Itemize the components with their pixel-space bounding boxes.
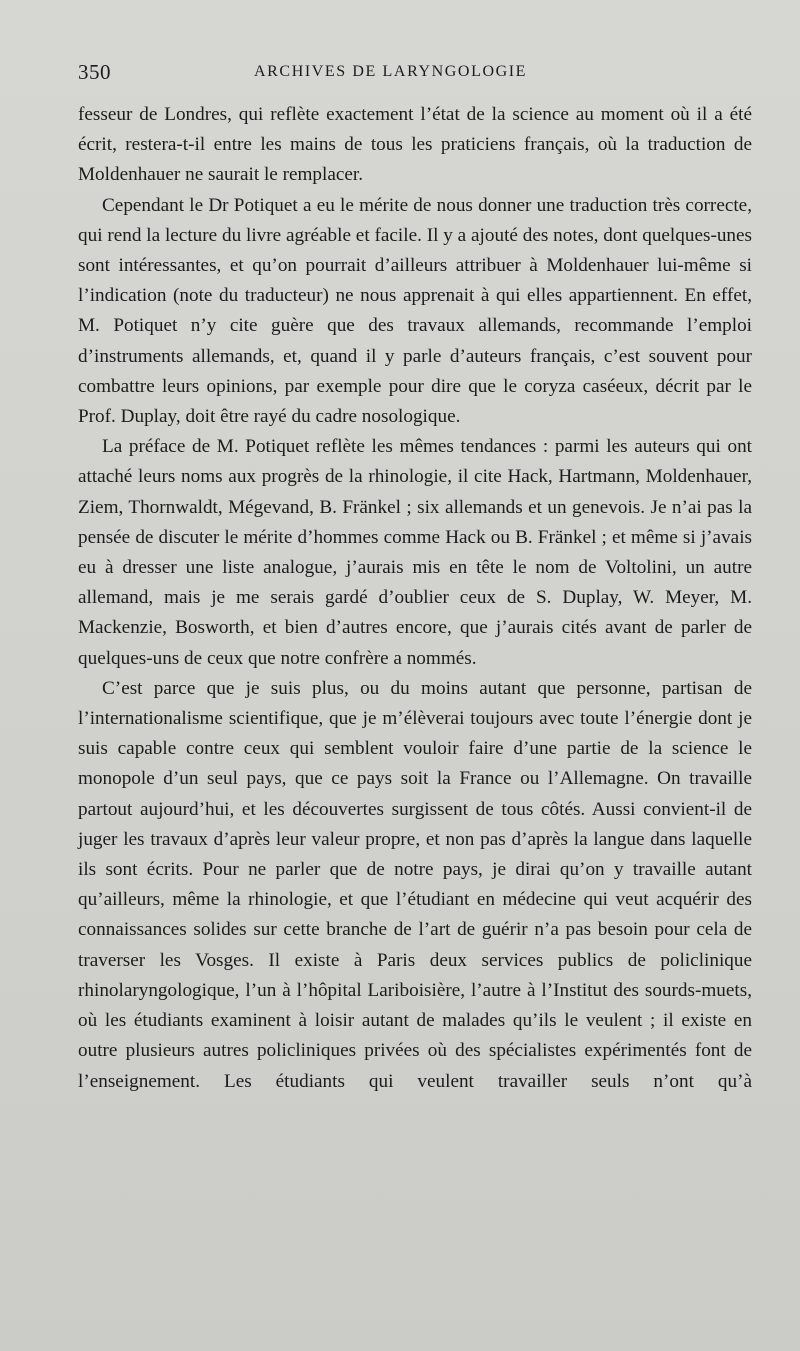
- paragraph: La préface de M. Potiquet reflète les mêmes tendances : parmi les auteurs qui ont attaché leurs noms aux progrès de la rhinologie, il cite Hack, Hartmann, Moldenhauer, Ziem, Thornwaldt, Mégevand, B. Fränkel ; six allemands et un genevois. Je n’ai pas la pensée de discuter le mérite d’hommes comme Hack ou B. Fränkel ; et même si j’avais eu à dresser une liste analogue, j’aurais mis en tête le nom de Voltolini, un autre allemand, mais je me serais gardé d’oublier ceux de S. Duplay, W. Meyer, M. Mackenzie, Bosworth, et bien d’autres encore, que j’aurais cités avant de parler de quelques-uns de ceux que notre confrère a nommés.: [78, 436, 752, 669]
- paragraph: Cependant le Dr Potiquet a eu le mérite de nous donner une traduction très correcte, qui rend la lecture du livre agréable et facile. Il y a ajouté des notes, dont quelques-unes sont intéressantes, et qu’on pourrait d’ailleurs attribuer à Moldenhauer lui-même si l’indication (note du traducteur) ne nous apprenait à qui elles appartiennent. En effet, M. Potiquet n’y cite guère que des travaux allemands, recommande l’emploi d’instruments allemands, et, quand il y parle d’auteurs français, c’est souvent pour combattre leurs opinions, par exemple pour dire que le coryza caséeux, décrit par le Prof. Duplay, doit être rayé du cadre nosologique.: [78, 194, 752, 428]
- paragraph: C’est parce que je suis plus, ou du moins autant que personne, partisan de l’internationalisme scientifique, que je m’élèverai toujours avec toute l’énergie dont je suis capable contre ceux qui semblent vouloir faire d’une partie de la science le monopole d’un seul pays, que ce pays soit la France ou l’Allemagne. On travaille partout aujourd’hui, et les découvertes surgissent de tous côtés. Aussi convient-il de juger les travaux d’après leur valeur propre, et non pas d’après la langue dans laquelle ils sont écrits. Pour ne parler que de notre pays, je dirai qu’on y travaille autant qu’ailleurs, même la rhinologie, et que l’étudiant en médecine qui veut acquérir des connaissances solides sur cette branche de l’art de guérir n’a pas besoin pour cela de traverser les Vosges. Il existe à Paris deux services publics de policlinique rhinolaryngologique, l’un à l’hôpital Lariboisière, l’autre à l’Institut des sourds-muets, où les étudiants examinent à loisir autant de malades qu’ils le veulent ; il existe en outre plusieurs autres policliniques privées où des spécialistes expérimentés font de l’enseignement. Les étudiants qui veulent travailler seuls n’ont qu’à: [78, 677, 752, 1092]
- page-number: 350: [78, 60, 111, 84]
- page-header: [78, 60, 752, 90]
- body-text: [78, 100, 752, 1097]
- running-title: ARCHIVES DE LARYNGOLOGIE: [254, 63, 528, 80]
- paragraph: fesseur de Londres, qui reflète exactement l’état de la science au moment où il a été écrit, restera-t-il entre les mains de tous les praticiens français, où la traduction de Moldenhauer ne saurait le remplacer.: [78, 104, 752, 186]
